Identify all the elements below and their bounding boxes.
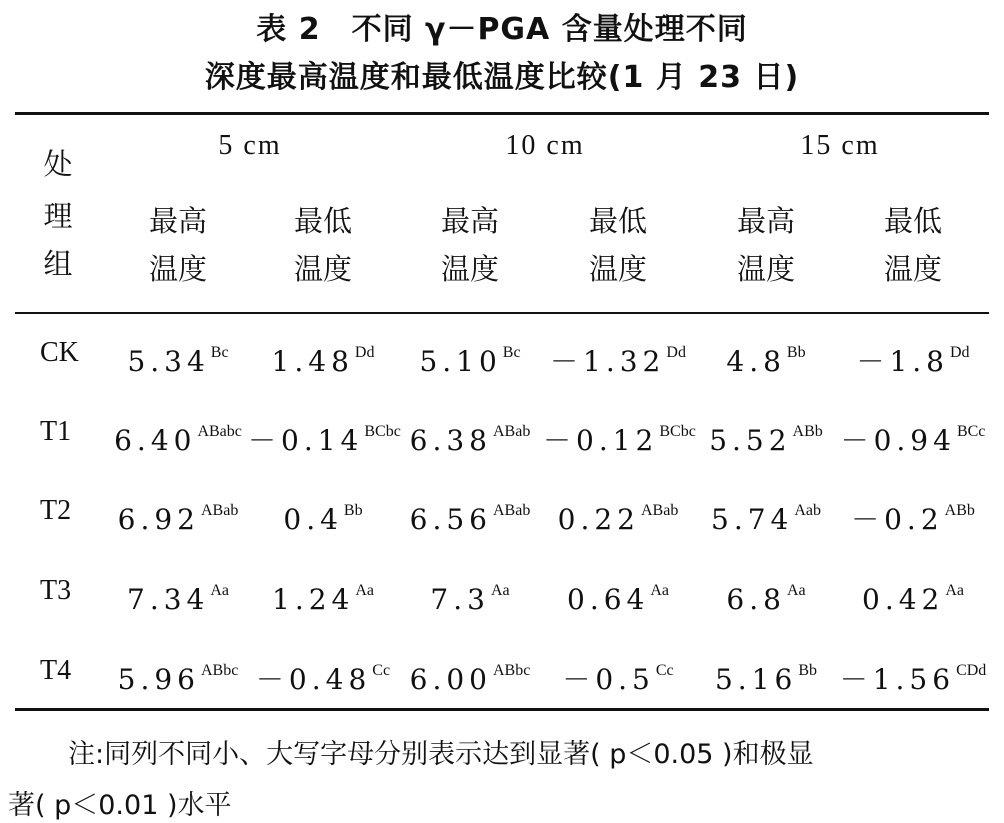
group-label-char: 处 [43,147,73,181]
table-cell [103,495,253,536]
table-cell [691,495,841,536]
row-label: T2 [40,495,72,526]
cell-value: 1.48 [271,345,354,378]
significance-letters: Aa [355,582,374,599]
depth-header: 5 cm [218,130,282,161]
significance-letters: ABab [493,423,531,440]
significance-letters: Bb [798,662,817,679]
cell-value: －0.94 [840,424,956,457]
cell-value: 6.38 [409,424,492,457]
significance-letters: Dd [354,344,375,361]
cell-value: 6.00 [409,663,492,696]
table-cell [838,655,988,696]
table-cell [838,575,988,616]
table-cell [691,337,841,378]
table-cell [103,575,253,616]
table-note-line2: 著( p＜0.01 )水平 [8,790,232,821]
cell-value: 5.52 [709,424,792,457]
cell-value: 5.10 [419,345,502,378]
significance-letters: ABab [201,502,239,519]
table-cell [691,575,841,616]
significance-letters: ABab [493,502,531,519]
cell-value: 5.74 [711,503,794,536]
significance-letters: Dd [949,344,970,361]
cell-value: 0.42 [862,583,945,616]
table-cell [543,416,696,457]
significance-letters: Aab [794,502,821,519]
significance-letters: Aa [786,582,806,599]
table-cell [248,495,398,536]
subheader-label: 温度 [736,252,795,286]
subheader-label: 最低 [588,204,647,238]
table-cell [838,416,988,457]
significance-letters: Bb [786,344,806,361]
header-rule [15,312,989,314]
table-cell [248,575,398,616]
cell-value: －1.32 [550,345,666,378]
cell-value: 5.16 [714,663,798,696]
significance-letters: ABb [792,423,823,440]
cell-value: －1.56 [839,663,956,696]
cell-value: 4.8 [726,345,786,378]
cell-value: 6.56 [409,503,492,536]
table-cell [395,495,545,536]
cell-value: 5.96 [117,663,200,696]
significance-letters: Cc [655,662,674,679]
cell-value: 6.40 [114,424,197,457]
table-cell [543,337,693,378]
table-cell [543,655,693,696]
row-label: T1 [40,416,72,447]
cell-value: －0.14 [248,424,364,457]
table-cell [691,416,841,457]
cell-value: 5.34 [127,345,210,378]
subheader-label: 温度 [883,252,942,286]
significance-letters: Aa [945,582,964,599]
table-cell [103,416,253,457]
table-cell [248,337,398,378]
subheader-label: 温度 [293,252,352,286]
significance-letters: Bc [210,344,229,361]
table-cell [103,337,253,378]
subheader-label: 温度 [440,252,499,286]
significance-letters: Bc [502,344,521,361]
group-label-char: 理 [43,199,73,233]
significance-letters: BCbc [659,423,696,440]
cell-value: 7.3 [430,583,490,616]
subheader-label: 温度 [588,252,647,286]
significance-letters: Cc [372,662,391,679]
cell-value: －1.8 [856,345,949,378]
significance-letters: ABabc [197,423,242,440]
table-cell [395,337,545,378]
table-cell [395,575,545,616]
cell-value: 0.22 [557,503,640,536]
significance-letters: BCc [956,423,986,440]
table-cell [248,416,401,457]
significance-letters: ABb [944,502,975,519]
table-cell [543,575,693,616]
subheader-label: 最高 [736,204,795,238]
significance-letters: ABbc [493,662,531,679]
table-cell [543,495,693,536]
bottom-rule [15,708,989,711]
subheader-label: 最高 [148,204,207,238]
subheader-label: 最低 [293,204,352,238]
significance-letters: Aa [650,582,669,599]
cell-value: －0.5 [562,663,655,696]
significance-letters: Aa [490,582,510,599]
subheader-label: 最低 [883,204,942,238]
significance-letters: CDd [956,662,987,679]
table-title-line2: 深度最高温度和最低温度比较(1 月 23 日) [204,60,800,95]
significance-letters: Dd [666,344,686,361]
table-note-line1: 注:同列不同小、大写字母分别表示达到显著( p＜0.05 )和极显 [68,739,814,770]
cell-value: 7.34 [127,583,210,616]
group-label-char: 组 [43,247,73,281]
table-cell [395,655,545,696]
significance-letters: Aa [210,582,229,599]
subheader-label: 最高 [440,204,499,238]
significance-letters: Bb [343,502,363,519]
cell-value: －0.2 [851,503,944,536]
cell-value: 1.24 [272,583,355,616]
significance-letters: BCbc [364,423,401,440]
row-label: T3 [40,575,72,606]
table-cell [691,655,841,696]
cell-value: 0.4 [283,503,343,536]
significance-letters: ABbc [201,662,239,679]
table-cell [395,416,545,457]
depth-header: 10 cm [505,130,585,161]
depth-header: 15 cm [800,130,880,161]
cell-value: －0.12 [543,424,659,457]
row-label: T4 [40,655,72,686]
cell-value: －0.48 [255,663,372,696]
row-label: CK [40,337,79,368]
table-title-line1: 表 2 不同 γ－PGA 含量处理不同 [256,12,748,47]
top-rule [15,112,989,115]
significance-letters: ABab [641,502,679,519]
table-cell [103,655,253,696]
table-cell [838,495,988,536]
cell-value: 6.8 [726,583,786,616]
cell-value: 0.64 [567,583,650,616]
cell-value: 6.92 [117,503,200,536]
subheader-label: 温度 [148,252,207,286]
table-cell [838,337,988,378]
table-cell [248,655,398,696]
